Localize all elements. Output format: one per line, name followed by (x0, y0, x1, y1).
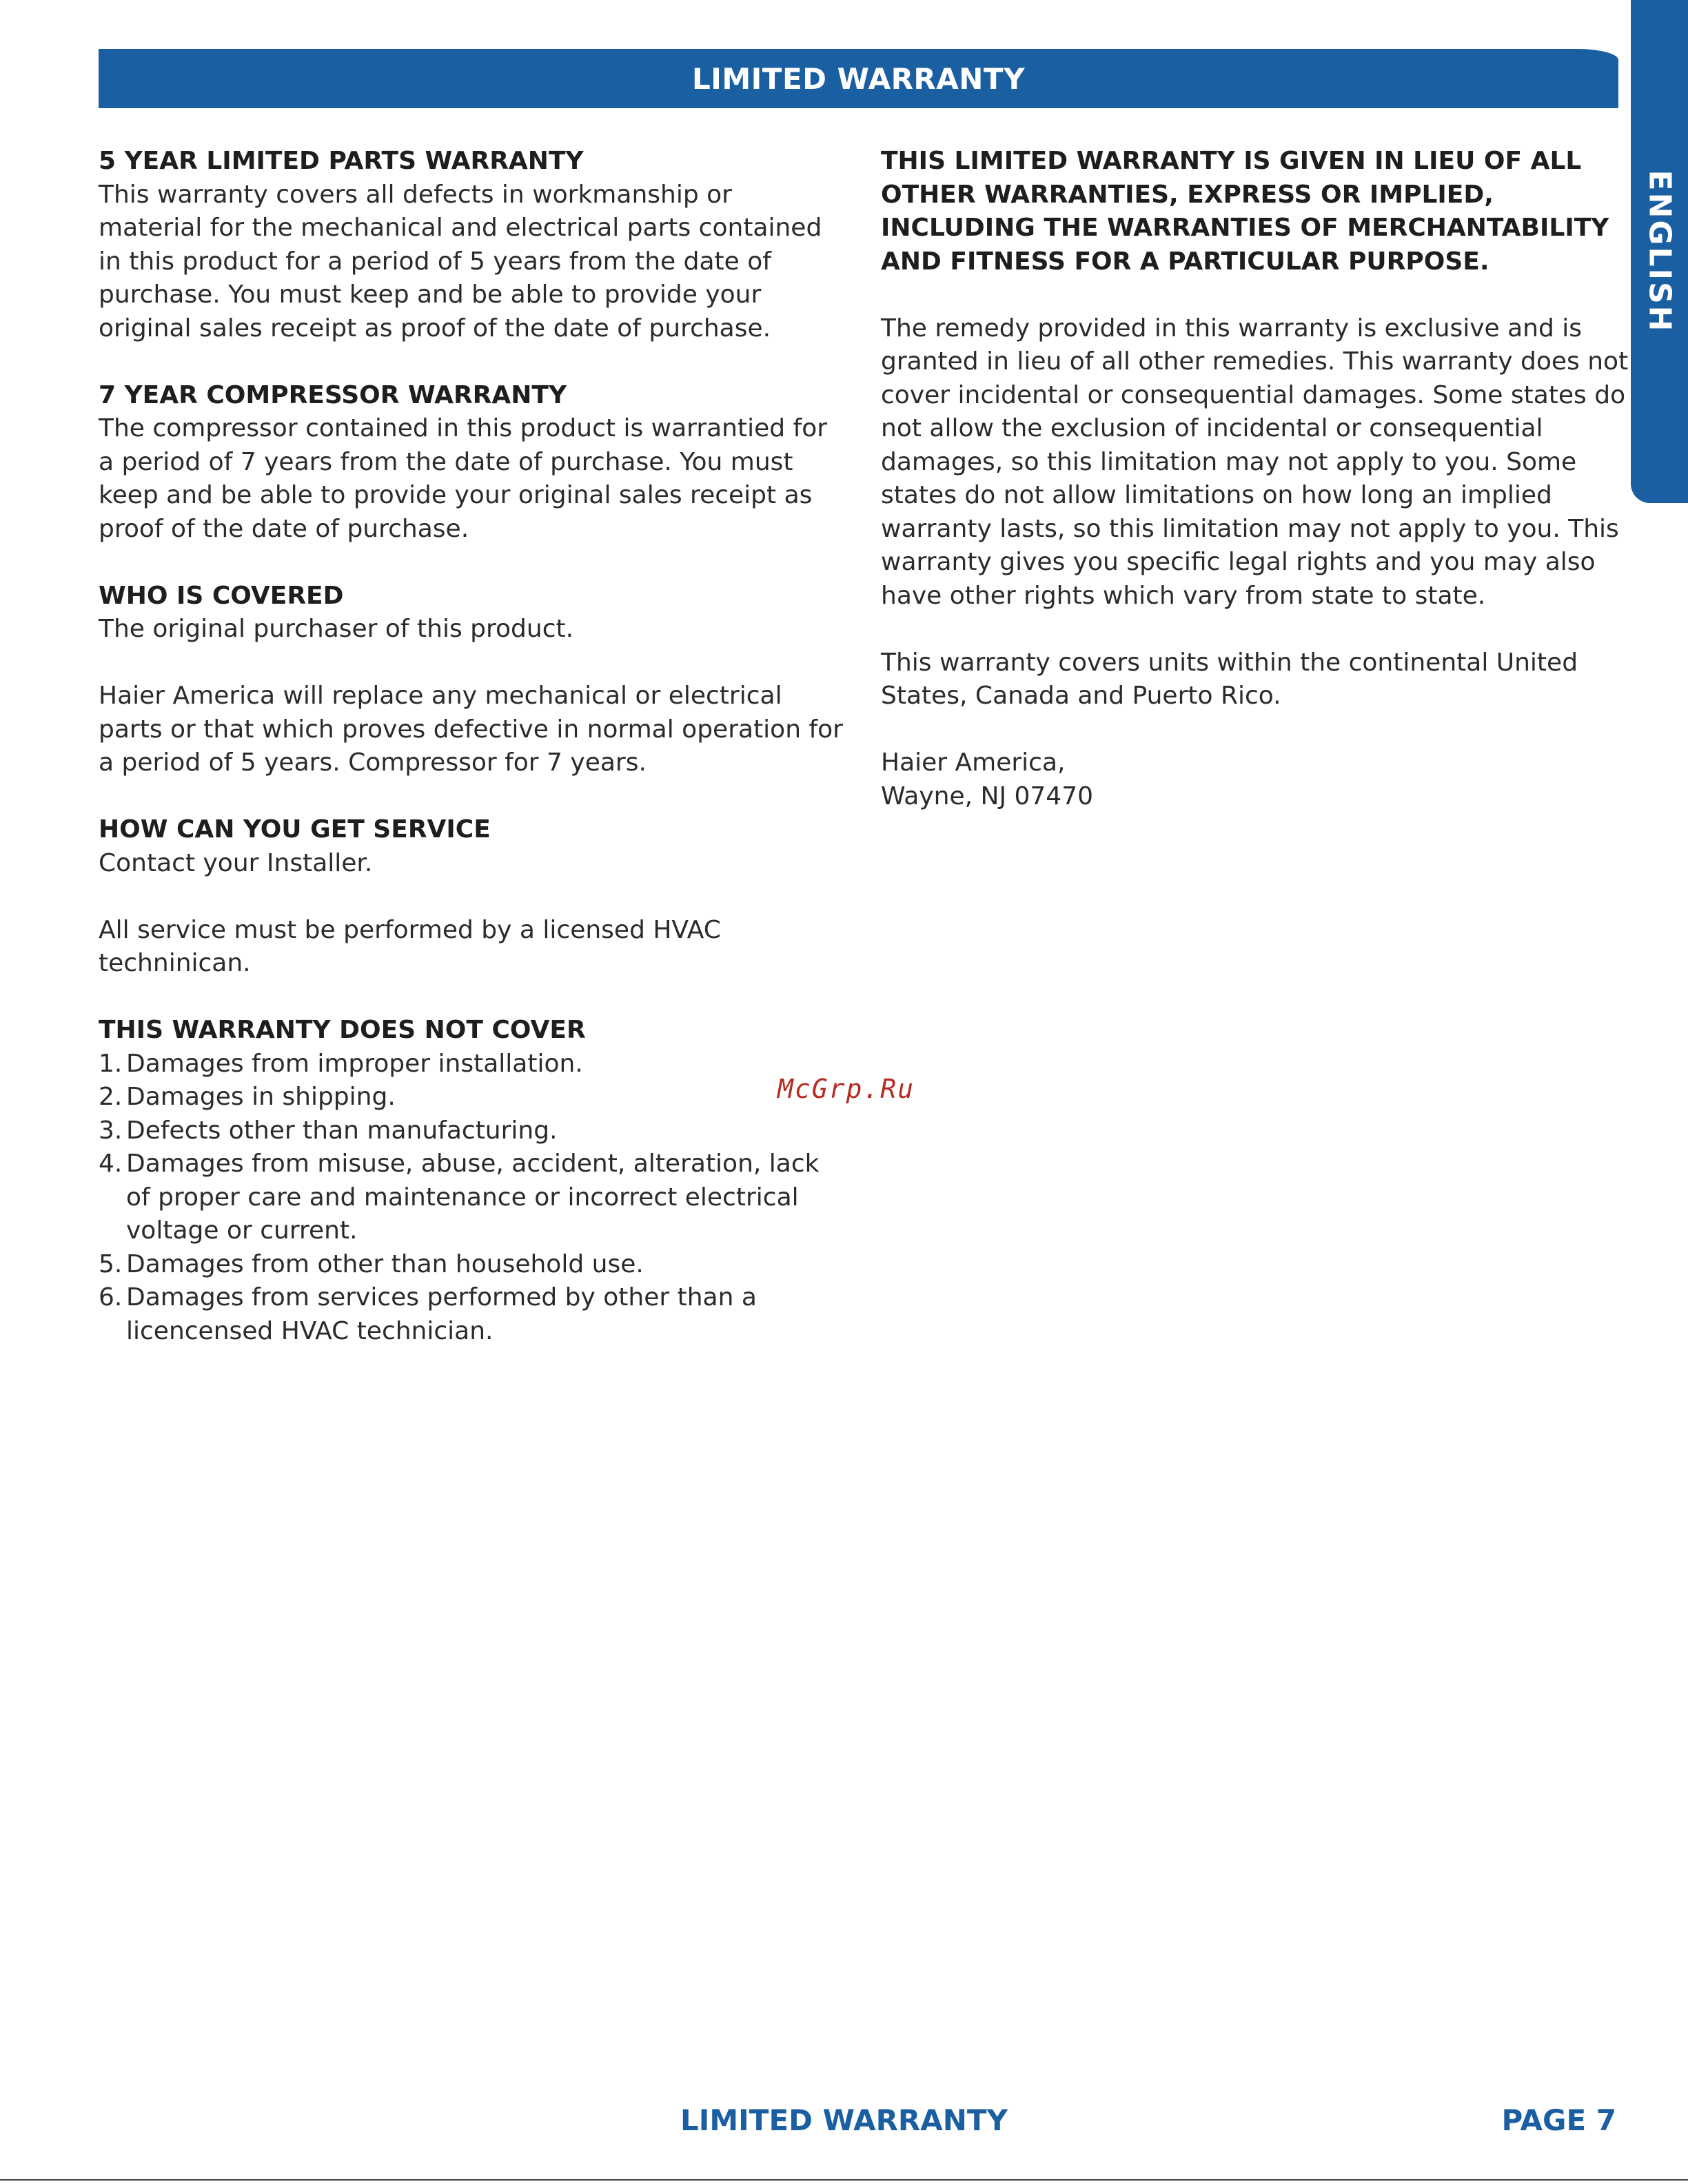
compressor-warranty-section (99, 379, 843, 547)
right-column (881, 145, 1629, 813)
list-item (99, 1081, 843, 1114)
compressor-warranty-heading: 7 YEAR COMPRESSOR WARRANTY (99, 380, 567, 409)
left-column (99, 145, 843, 1382)
list-item-number: 1. (99, 1049, 123, 1078)
parts-warranty-body: This warranty covers all defects in workmanship or material for the mechanical and electrical parts contained in this product for a period of 5 years from the date of purchase. You must keep and be able to provide your original sales receipt as proof of the date of purchase. (99, 180, 822, 343)
company-address (881, 746, 1629, 813)
parts-warranty-section (99, 145, 843, 345)
compressor-warranty-body: The compressor contained in this product is warrantied for a period of 7 years from the date of purchase. You must keep and be able to provide your original sales receipt as proof of the date of purchase. (99, 414, 828, 543)
list-item-number: 5. (99, 1249, 123, 1278)
who-covered-section (99, 580, 843, 646)
list-item-number: 2. (99, 1083, 123, 1111)
list-item-text: Damages from misuse, abuse, accident, alteration, lack of proper care and maintenance or incorrect electrical voltage or current. (126, 1150, 820, 1245)
coverage-area-text: This warranty covers units within the continental United States, Canada and Puerto Rico. (881, 648, 1578, 710)
header-banner (99, 49, 1618, 108)
who-covered-body: The original purchaser of this product. (99, 615, 574, 643)
list-item-text: Damages from other than household use. (126, 1249, 644, 1278)
list-item (99, 1147, 843, 1248)
replacement-policy-text: Haier America will replace any mechanical or electrical parts or that which proves defective in normal operation for a period of 5 years. Compressor for 7 years. (99, 682, 843, 777)
list-item-text: Damages in shipping. (126, 1083, 396, 1111)
address-line-1: Haier America, (881, 748, 1066, 777)
list-item-text: Damages from improper installation. (126, 1049, 583, 1078)
list-item-number: 4. (99, 1150, 123, 1178)
not-cover-section (99, 1014, 843, 1348)
list-item-number: 3. (99, 1116, 123, 1145)
page-number: PAGE 7 (1501, 2103, 1616, 2137)
get-service-heading: HOW CAN YOU GET SERVICE (99, 815, 491, 844)
language-tab-label: ENGLISH (1642, 170, 1677, 334)
list-item (99, 1248, 843, 1282)
parts-warranty-heading: 5 YEAR LIMITED PARTS WARRANTY (99, 147, 584, 175)
list-item-text: Damages from services performed by other than a licencensed HVAC technician. (126, 1283, 757, 1345)
list-item (99, 1114, 843, 1148)
list-item-text: Defects other than manufacturing. (126, 1116, 558, 1145)
page-title: LIMITED WARRANTY (692, 61, 1025, 96)
get-service-body: Contact your Installer. (99, 848, 373, 877)
language-tab (1631, 0, 1688, 503)
list-item (99, 1048, 843, 1081)
licensed-service-text: All service must be performed by a licensed HVAC techninican. (99, 915, 721, 977)
lieu-statement: THIS LIMITED WARRANTY IS GIVEN IN LIEU OF ALL OTHER WARRANTIES, EXPRESS OR IMPLIED, INCLUDING THE WARRANTIES OF MERCHANTABILITY AND FITNESS FOR A PARTICULAR PURPOSE. (881, 147, 1609, 276)
list-item (99, 1281, 843, 1348)
address-line-2: Wayne, NJ 07470 (881, 782, 1094, 810)
footer-title: LIMITED WARRANTY (680, 2103, 1008, 2137)
not-cover-list (99, 1048, 843, 1349)
list-item-number: 6. (99, 1283, 123, 1312)
watermark: McGrp.Ru (777, 1074, 915, 1104)
remedy-text: The remedy provided in this warranty is exclusive and is granted in lieu of all other remedies. This warranty does not cover incidental or consequential damages. Some states do not allow the exclusion of incidental or consequential damages, so this limitation may not apply to you. Some states do not allow limitations on how long an implied warranty lasts, so this limitation may not apply to you. This warranty gives you specific legal rights and you may also have other rights which vary from state to state. (881, 314, 1629, 610)
not-cover-heading: THIS WARRANTY DOES NOT COVER (99, 1016, 586, 1044)
footer-divider (0, 2179, 1688, 2181)
get-service-section (99, 813, 843, 880)
who-covered-heading: WHO IS COVERED (99, 581, 344, 610)
